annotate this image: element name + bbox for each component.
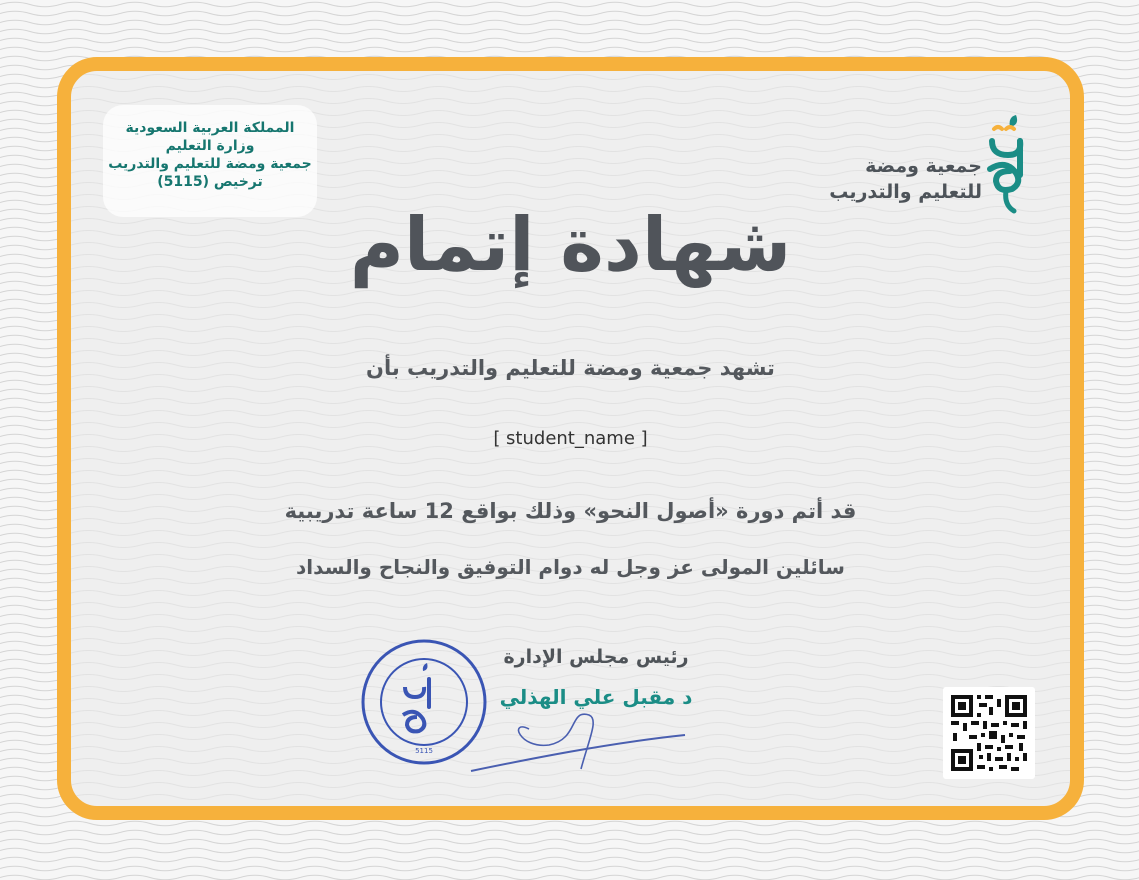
logo-line2: للتعليم والتدريب (829, 181, 982, 203)
ministry-name: وزارة التعليم (165, 138, 255, 154)
qr-code (943, 687, 1035, 779)
qr-code-icon (943, 687, 1035, 779)
certificate-title: شهادة إتمام (349, 202, 792, 288)
ministry-country: المملكة العربية السعودية (125, 120, 295, 136)
stamp-license: 5115 (415, 747, 433, 755)
intro-text: تشهد جمعية ومضة للتعليم والتدريب بأن (366, 356, 775, 380)
certificate-frame (57, 57, 1084, 820)
logo-line1: جمعية ومضة (865, 155, 982, 177)
course-sentence: قد أتم دورة «أصول النحو» وذلك بواقع 12 ساعة تدريبية (284, 499, 857, 523)
student-name-placeholder: [ student_name ] (493, 428, 648, 449)
ministry-association: جمعية ومضة للتعليم والتدريب (108, 156, 312, 172)
wish-sentence: سائلين المولى عز وجل له دوام التوفيق والنجاح والسداد (296, 555, 845, 579)
handwritten-signature (469, 699, 689, 779)
signatory-role: رئيس مجلس الإدارة (503, 646, 689, 668)
signatory-name: د مقبل علي الهذلي (499, 685, 693, 709)
ministry-license: ترخيص (5115) (157, 174, 263, 190)
